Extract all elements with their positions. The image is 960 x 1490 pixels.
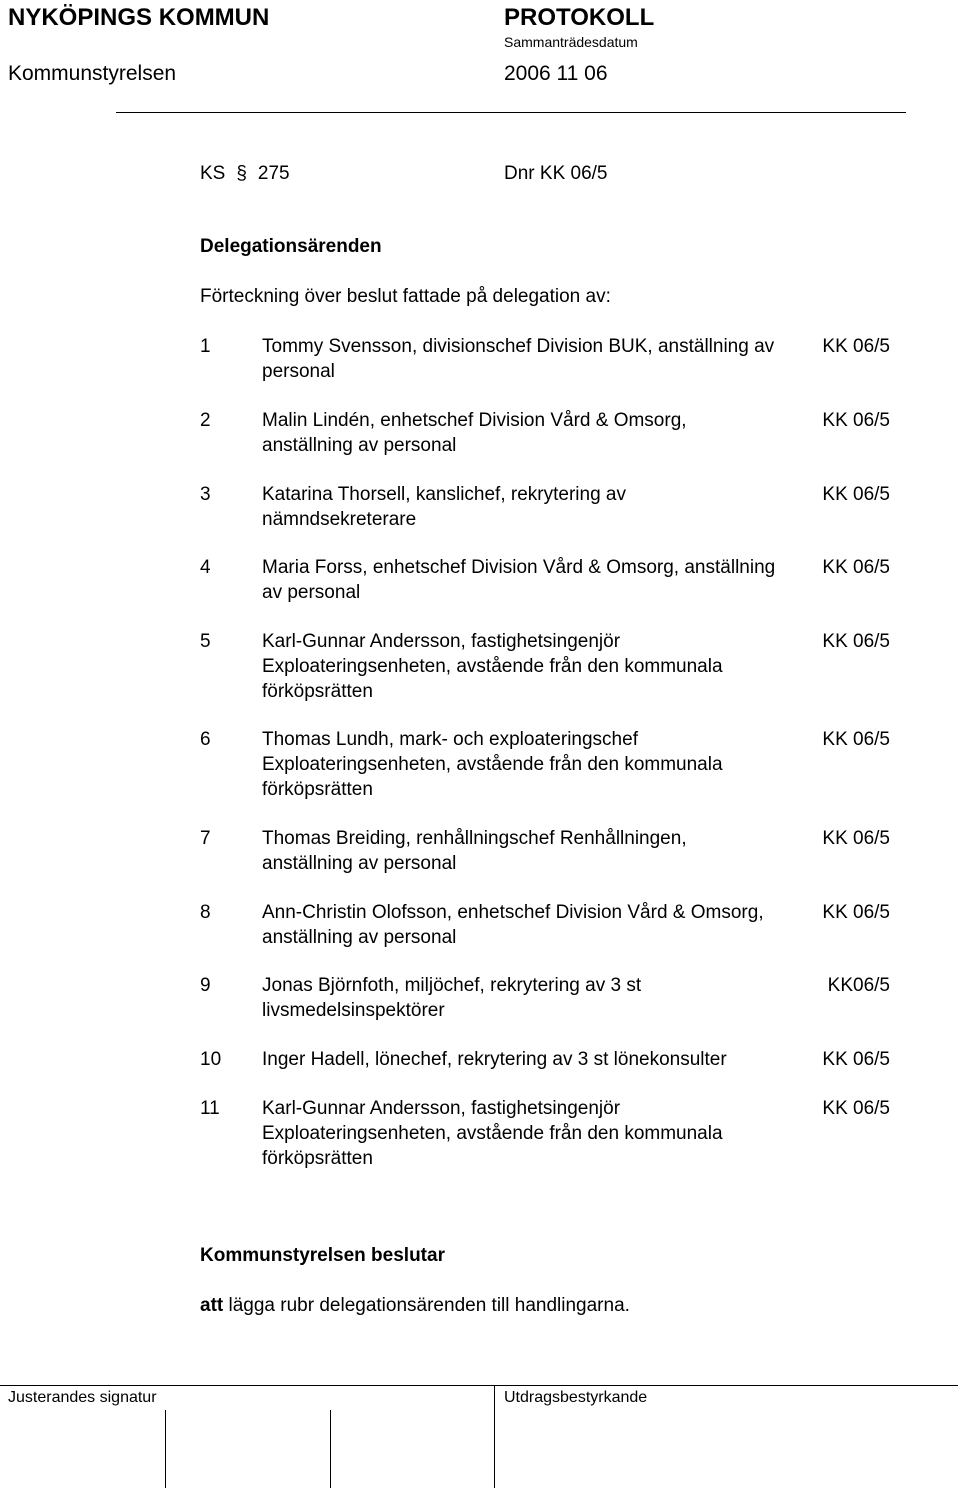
decision-text: att lägga rubr delegationsärenden till handlingarna.	[200, 1295, 630, 1316]
org-name: NYKÖPINGS KOMMUN	[8, 4, 270, 31]
section-symbol: §	[236, 163, 247, 184]
intro-text: Förteckning över beslut fattade på delegation av:	[200, 286, 611, 307]
signature-box-divider	[165, 1410, 166, 1488]
footer-rule	[0, 1385, 958, 1386]
case-number: KS § 275	[200, 163, 290, 184]
signature-label: Justerandes signatur	[8, 1389, 157, 1406]
committee-name: Kommunstyrelsen	[8, 62, 177, 85]
signature-box-divider	[330, 1410, 331, 1488]
page-title: Delegationsärenden	[200, 236, 382, 257]
dnr: Dnr KK 06/5	[504, 163, 608, 184]
header-rule	[116, 112, 906, 113]
meeting-date: 2006 11 06	[504, 62, 608, 85]
decision-heading: Kommunstyrelsen beslutar	[200, 1245, 445, 1266]
doc-type: PROTOKOLL	[504, 4, 655, 31]
signature-box-divider	[494, 1386, 495, 1488]
extract-label: Utdragsbestyrkande	[504, 1389, 648, 1406]
date-label: Sammanträdesdatum	[504, 34, 638, 50]
